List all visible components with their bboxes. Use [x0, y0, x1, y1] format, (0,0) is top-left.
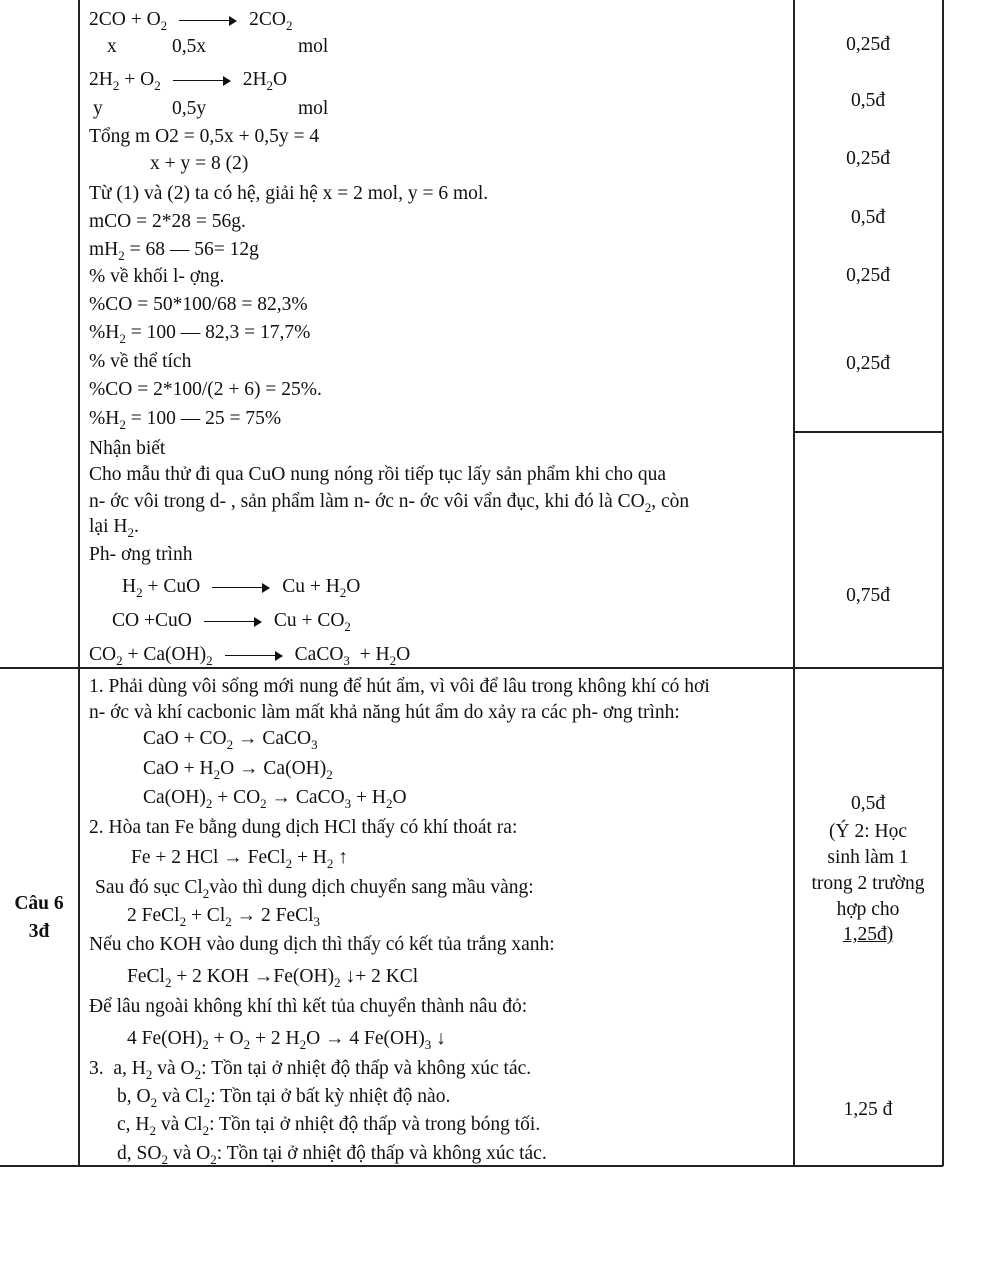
score-note-line-2: sinh làm 1: [827, 847, 909, 868]
part3-d: d, $SO_2$ và $O_2$: Tồn tại ở nhiệt độ thấp và không xúc tác.: [117, 1143, 547, 1167]
equation-cao-h2o: CaO + $H_2O \to Ca(OH)_2$: [143, 758, 333, 782]
equations-title: Ph- ơng trình: [89, 544, 193, 565]
identify-title: Nhận biết: [89, 438, 166, 459]
score-5: 0,25đ: [846, 265, 890, 286]
part1-line-1: 1. Phải dùng vôi sống mới nung để hút ẩm, vì vôi để lâu trong không khí có hơi: [89, 676, 710, 697]
equation-fecl2-koh: FeCl$_2$ + 2 KOH $\to Fe(OH)_2$ ↓+ 2 KCl: [127, 966, 419, 990]
mass-h2: $mH_2 = 68$ — 56= 12g: [89, 239, 259, 263]
identify-line-1: Cho mẫu thử đi qua CuO nung nóng rồi tiếp tục lấy sản phẩm khi cho qua: [89, 464, 667, 485]
part2-koh: Nếu cho KOH vào dung dịch thì thấy có kết tủa trắng xanh:: [89, 934, 555, 955]
row-divider-score: [793, 431, 943, 433]
score-part3: 1,25 đ: [843, 1099, 893, 1120]
table-border-middle: [793, 0, 795, 1166]
score-6: 0,25đ: [846, 353, 890, 374]
equation-fe-hcl: Fe + 2 HCl → FeCl$_2$ + $H_2$ ↑: [131, 847, 349, 871]
system-solution: Từ (1) và (2) ta có hệ, giải hệ x = 2 mol, y = 6 mol.: [89, 183, 489, 204]
pct-co-mass: %CO = 50*100/68 = 82,3%: [89, 294, 308, 315]
amount-mol-1: mol: [298, 36, 329, 57]
pct-co-vol: %CO = 2*100/(2 + 6) = 25%.: [89, 379, 322, 400]
sum-x-y: x + y = 8 (2): [150, 153, 249, 174]
table-border-right: [942, 0, 944, 1166]
score-2: 0,5đ: [850, 90, 886, 111]
part2-cl2: Sau đó sục $Cl_2vào$ thì dung dịch chuyển sang mầu vàng:: [95, 877, 534, 901]
equation-caoh2-co2: $Ca(OH)_2 + CO_2$ → CaCO$_3$ + $H_2O$: [143, 787, 407, 811]
score-note-line-5: 1,25đ): [842, 924, 894, 945]
pct-mass-title: % về khối l- ợng.: [89, 266, 225, 287]
question-points: 3đ: [28, 921, 50, 942]
equation-h2-combustion: $2H_2 + O_2$ $2H_2O$: [89, 69, 288, 93]
score-note-line-1: (Ý 2: Học: [829, 821, 907, 842]
part1-line-2: n- ớc và khí cacbonic làm mất khả năng hút ẩm do xảy ra các ph- ơng trình:: [89, 702, 680, 723]
pct-h2-vol: $\%H_2 = 100$ — 25 = 75%: [89, 408, 282, 432]
equation-h2-cuo: $H_2$ + CuO $Cu + H_2O$: [122, 576, 361, 600]
table-border-left: [78, 0, 80, 1166]
part3-b: b, $O_2$ và $Cl_2$: Tồn tại ở bất kỳ nhiệt độ nào.: [117, 1086, 451, 1110]
score-3: 0,25đ: [846, 148, 890, 169]
equation-feoh2-o2: 4 $Fe(OH)_2 + O_2 + 2$ $H_2O \to 4$ $Fe(OH)_3$ ↓: [127, 1028, 446, 1052]
score-part1-2: 0,5đ: [850, 793, 886, 814]
question-label: [0, 890, 78, 946]
score-1: 0,25đ: [846, 34, 890, 55]
equation-co2-limewater: $CO_2 + Ca(OH)_2$ CaCO$_3$ + $H_2O$: [89, 644, 411, 668]
equation-co-cuo: CO +CuO $Cu + CO_2$: [112, 610, 351, 634]
score-note-line-3: trong 2 trường: [811, 873, 925, 894]
amount-y: y: [93, 98, 103, 119]
equation-co-combustion: $2CO + O_2$ $2CO_2$: [89, 9, 293, 33]
amount-x: x: [107, 36, 117, 57]
total-o2-mass: Tổng m O2 = 0,5x + 0,5y = 4: [89, 126, 320, 147]
identify-line-3: lại $H_2$.: [89, 516, 139, 540]
pct-vol-title: % về thể tích: [89, 351, 192, 372]
score-4: 0,5đ: [850, 207, 886, 228]
score-note-line-4: hợp cho: [836, 899, 900, 920]
pct-h2-mass: $\%H_2 = 100$ — 82,3 = 17,7%: [89, 322, 311, 346]
equation-cao-co2: CaO + $CO_2$ → CaCO$_3$: [143, 728, 318, 752]
identify-line-2: n- ớc vôi trong d- , sản phẩm làm n- ớc n- ớc vôi vẩn đục, khi đó là $CO_2$, còn: [89, 491, 690, 515]
amount-0-5y: 0,5y: [172, 98, 207, 119]
part2-air: Để lâu ngoài không khí thì kết tủa chuyển thành nâu đỏ:: [89, 996, 528, 1017]
part2-intro: 2. Hòa tan Fe bằng dung dịch HCl thấy có khí thoát ra:: [89, 817, 518, 838]
mass-co: mCO = 2*28 = 56g.: [89, 211, 246, 232]
question-number: Câu 6: [14, 893, 64, 914]
equation-fecl2-cl2: 2 FeCl$_2$ + $Cl_2 \to 2$ FeCl$_3$: [127, 905, 321, 929]
part3-a: 3. a, $H_2$ và $O_2$: Tồn tại ở nhiệt độ thấp và không xúc tác.: [89, 1058, 532, 1082]
score-identify: 0,75đ: [846, 585, 890, 606]
part3-c: c, $H_2$ và $Cl_2$: Tồn tại ở nhiệt độ thấp và trong bóng tối.: [117, 1114, 541, 1138]
amount-mol-2: mol: [298, 98, 329, 119]
amount-0-5x: 0,5x: [172, 36, 207, 57]
